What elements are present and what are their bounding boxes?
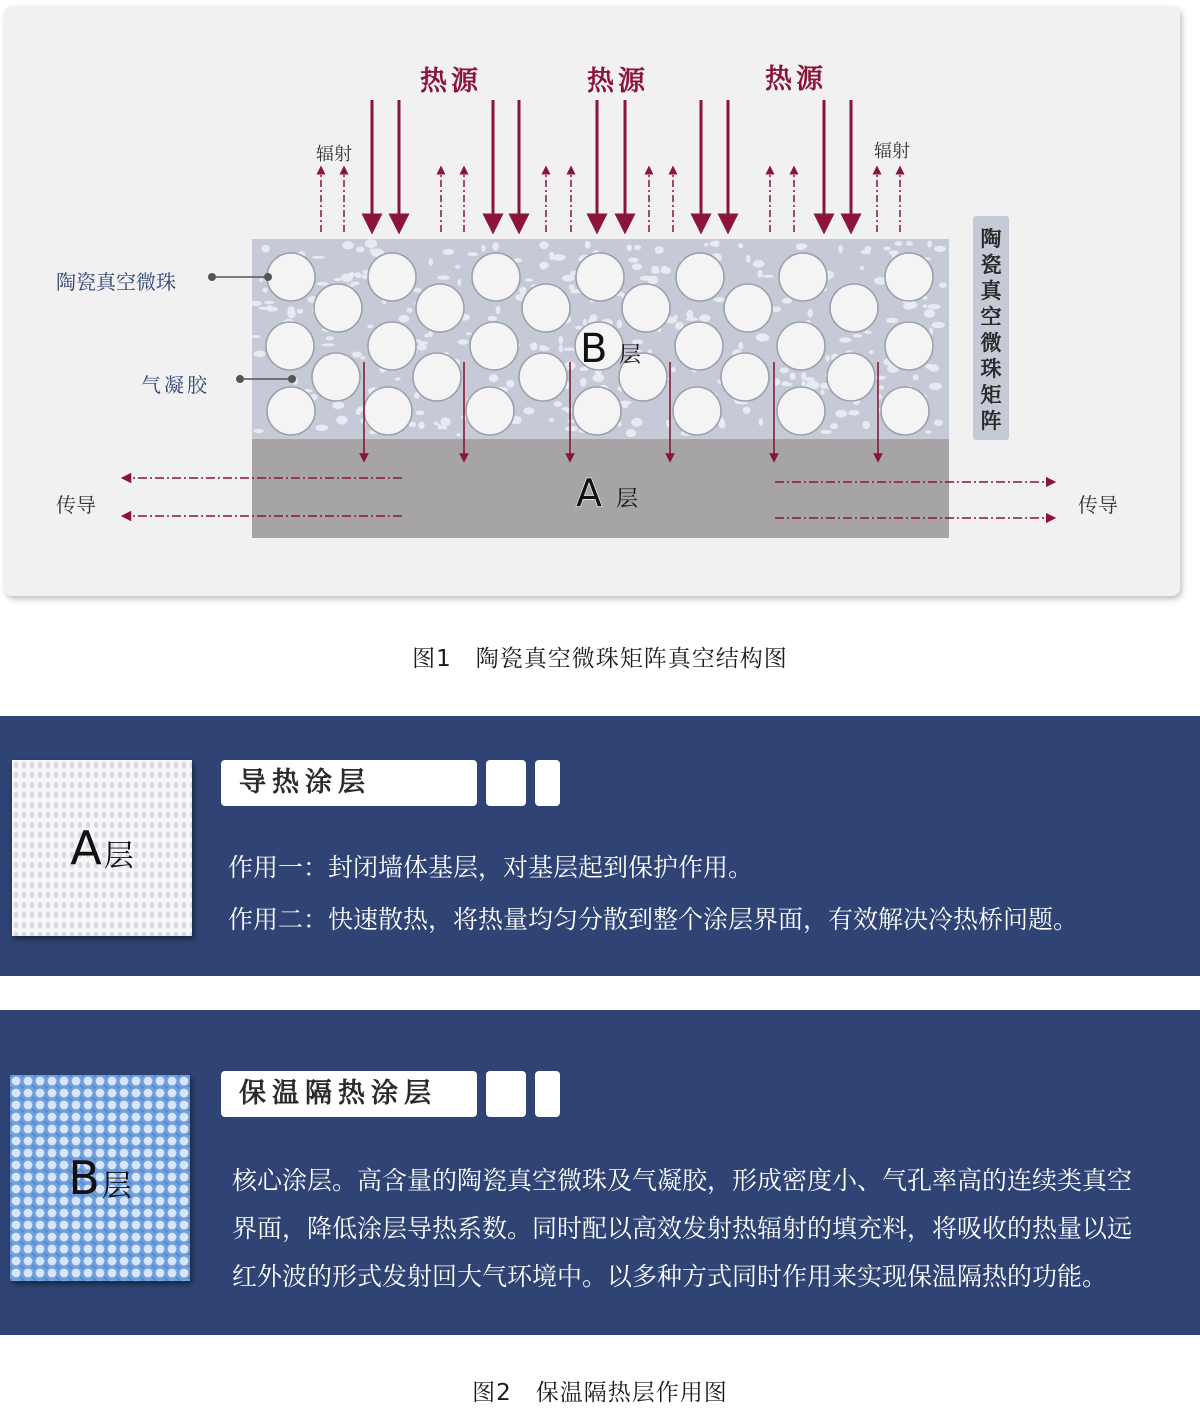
aerogel-speck	[267, 305, 272, 311]
layer-b-swatch-suffix: 层	[101, 1169, 132, 1204]
aerogel-speck	[826, 355, 830, 362]
aerogel-speck	[617, 320, 622, 328]
ceramic-bead	[676, 253, 724, 301]
ceramic-bead	[266, 322, 314, 370]
aerogel-speck	[883, 246, 890, 250]
aerogel-speck	[414, 288, 422, 293]
aerogel-speck	[519, 287, 526, 296]
aerogel-speck	[699, 314, 711, 322]
aerogel-speck	[433, 422, 439, 426]
aerogel-speck	[312, 256, 324, 259]
ceramic-bead	[576, 253, 624, 301]
aerogel-speck	[924, 309, 935, 317]
layer-b-title-square-1	[486, 1071, 526, 1117]
structure-diagram	[0, 0, 1200, 600]
aerogel-speck	[651, 266, 659, 271]
conduction-label-left: 传导	[56, 493, 96, 517]
aerogel-speck	[562, 275, 575, 282]
aerogel-speck	[466, 332, 472, 335]
aerogel-speck	[874, 376, 886, 380]
aerogel-speck	[559, 336, 564, 344]
aerogel-speck	[686, 317, 698, 321]
aerogel-speck	[709, 241, 718, 246]
aerogel-speck	[254, 429, 264, 433]
aerogel-speck	[934, 246, 946, 252]
layer-b-line-1: 核心涂层。高含量的陶瓷真空微珠及气凝胶，形成密度小、气孔率高的连续类真空	[232, 1166, 1133, 1195]
aerogel-speck	[686, 310, 693, 319]
aerogel-speck	[590, 314, 598, 321]
aerogel-speck	[540, 345, 546, 349]
aerogel-speck	[628, 258, 638, 263]
ceramic-bead	[777, 387, 825, 435]
aerogel-speck	[489, 374, 499, 382]
aerogel-speck	[326, 336, 334, 340]
aerogel-speck	[370, 249, 375, 252]
layer-b-title-square-2	[535, 1071, 560, 1117]
layer-a-swatch-letter: A	[70, 821, 102, 875]
ceramic-bead	[267, 253, 315, 301]
aerogel-speck	[424, 334, 429, 338]
ceramic-bead	[675, 322, 723, 370]
aerogel-speck	[780, 367, 789, 373]
ceramic-bead	[314, 284, 362, 332]
aerogel-speck	[416, 411, 425, 415]
aerogel-speck	[506, 380, 514, 388]
aerogel-speck	[934, 419, 943, 426]
ceramic-bead	[724, 284, 772, 332]
ceramic-bead	[312, 353, 360, 401]
aerogel-speck	[835, 410, 847, 418]
aerogel-speck	[437, 275, 449, 280]
aerogel-speck	[925, 430, 932, 433]
aerogel-speck	[626, 429, 636, 437]
aerogel-speck	[886, 318, 898, 324]
aerogel-speck	[796, 243, 808, 248]
aerogel-speck	[321, 343, 334, 346]
aerogel-speck	[585, 241, 591, 249]
aerogel-speck	[261, 245, 269, 253]
ceramic-bead	[885, 322, 933, 370]
ceramic-bead	[881, 387, 929, 435]
layer-b-swatch	[10, 1075, 190, 1281]
aerogel-speck	[879, 385, 884, 389]
aerogel-speck	[467, 252, 478, 256]
aerogel-speck	[254, 351, 266, 358]
layer-a-letter: A	[576, 471, 602, 515]
aerogel-pointer-dot-left	[236, 375, 244, 383]
layer-a-swatch-suffix: 层	[103, 839, 134, 874]
aerogel-speck	[820, 430, 832, 434]
aerogel-speck	[830, 423, 838, 429]
aerogel-speck	[367, 325, 373, 328]
aerogel-speck	[251, 301, 262, 306]
aerogel-speck	[763, 275, 774, 278]
aerogel-speck	[869, 350, 874, 354]
radiation-arrows	[321, 170, 900, 232]
ceramic-bead	[622, 284, 670, 332]
layer-a-line-1: 作用一：封闭墙体基层，对基层起到保护作用。	[228, 853, 754, 882]
aerogel-speck	[848, 410, 859, 416]
heat-source-arrows	[372, 100, 851, 224]
aerogel-speck	[316, 425, 329, 431]
ceramic-beads-label: 陶瓷真空微珠	[56, 270, 176, 294]
ceramic-bead	[470, 322, 518, 370]
aerogel-speck	[418, 422, 424, 429]
aerogel-speck	[673, 315, 678, 319]
aerogel-speck	[622, 402, 629, 409]
aerogel-speck	[853, 334, 863, 338]
ceramic-bead	[368, 253, 416, 301]
aerogel-speck	[580, 378, 587, 387]
aerogel-speck	[559, 345, 563, 353]
aerogel-speck	[455, 265, 460, 269]
aerogel-speck	[782, 298, 792, 304]
aerogel-speck	[565, 426, 578, 431]
aerogel-speck	[252, 335, 261, 338]
aerogel-speck	[360, 356, 365, 359]
aerogel-speck	[746, 255, 751, 263]
aerogel-speck	[821, 390, 825, 395]
aerogel-speck	[634, 245, 641, 250]
ceramic-bead	[827, 353, 875, 401]
aerogel-speck	[342, 241, 353, 249]
aerogel-speck	[906, 241, 913, 246]
aerogel-speck	[259, 279, 263, 282]
aerogel-speck	[439, 425, 447, 429]
layer-b-title: 保温隔热涂层	[221, 1071, 477, 1117]
aerogel-speck	[416, 344, 427, 350]
aerogel-speck	[334, 278, 341, 281]
ceramic-bead	[779, 253, 827, 301]
aerogel-speck	[457, 279, 461, 286]
matrix-label: 陶瓷真空微珠矩阵	[980, 227, 1002, 433]
layer-a-title-square-1	[486, 760, 526, 806]
aerogel-speck	[356, 247, 365, 253]
aerogel-speck	[759, 418, 763, 426]
aerogel-speck	[758, 270, 763, 278]
aerogel-speck	[671, 367, 676, 372]
aerogel-speck	[889, 250, 899, 255]
aerogel-speck	[923, 304, 927, 307]
aerogel-speck	[549, 252, 554, 261]
aerogel-speck	[632, 263, 642, 270]
ceramic-bead	[466, 387, 514, 435]
radiation-label-left: 辐射	[316, 144, 352, 165]
heat-source-label-2: 热源	[587, 66, 649, 97]
ceramic-bead	[267, 387, 315, 435]
aerogel-speck	[647, 276, 658, 285]
layer-a-title-square-2	[535, 760, 560, 806]
aerogel-speck	[365, 239, 377, 248]
aerogel-speck	[807, 309, 813, 318]
aerogel-speck	[931, 322, 945, 328]
conduction-label-right: 传导	[1078, 493, 1118, 517]
aerogel-speck	[457, 433, 461, 436]
ceramic-bead	[413, 353, 461, 401]
aerogel-speck	[395, 377, 401, 380]
ceramic-bead	[472, 253, 520, 301]
aerogel-speck	[352, 352, 361, 358]
aerogel-speck	[925, 364, 934, 369]
aerogel-speck	[332, 401, 344, 409]
ceramic-bead	[364, 387, 412, 435]
ceramic-bead	[368, 322, 416, 370]
heat-source-label-1: 热源	[420, 66, 482, 97]
layer-b-line-2: 界面，降低涂层导热系数。同时配以高效发射热辐射的填充料，将吸收的热量以远	[232, 1214, 1133, 1243]
aerogel-speck	[443, 249, 455, 255]
aerogel-speck	[554, 401, 563, 407]
aerogel-speck	[839, 337, 851, 343]
aerogel-speck	[481, 245, 486, 252]
aerogel-speck	[523, 407, 534, 414]
aerogel-speck	[631, 418, 642, 427]
aerogel-speck	[351, 282, 360, 286]
figure2-caption: 图2 保温隔热层作用图	[472, 1380, 728, 1406]
aerogel-speck	[862, 421, 870, 430]
aerogel-speck	[287, 306, 294, 315]
ceramic-bead	[573, 387, 621, 435]
aerogel-speck	[263, 288, 268, 293]
ceramic-bead	[721, 353, 769, 401]
aerogel-speck	[440, 417, 450, 426]
aerogel-speck	[738, 342, 743, 350]
ceramic-bead	[885, 253, 933, 301]
aerogel-speck	[297, 309, 303, 314]
aerogel-speck	[540, 264, 547, 270]
aerogel-speck	[336, 416, 347, 425]
aerogel-speck	[714, 297, 726, 302]
layer-a-swatch-label	[12, 760, 192, 936]
aerogel-speck	[927, 241, 932, 248]
heat-source-label-3: 热源	[765, 64, 827, 95]
aerogel-speck	[860, 266, 865, 270]
aerogel-speck	[719, 421, 726, 429]
aerogel-speck	[356, 408, 361, 415]
aerogel-speck	[790, 372, 796, 379]
layer-b-swatch-letter: B	[68, 1151, 100, 1205]
aerogel-speck	[753, 260, 765, 268]
aerogel-speck	[492, 242, 499, 250]
aerogel-speck	[627, 244, 633, 251]
aerogel-speck	[743, 407, 751, 414]
aerogel-speck	[458, 339, 469, 344]
layer-b-swatch-label	[10, 1075, 190, 1281]
aerogel-pointer-dot-right	[288, 375, 296, 383]
aerogel-speck	[569, 284, 575, 290]
ceramic-bead	[416, 284, 464, 332]
aerogel-speck	[429, 258, 434, 266]
ceramic-beads-pointer-dot-left	[208, 273, 216, 281]
aerogel-speck	[399, 315, 410, 322]
figure1-caption: 图1 陶瓷真空微珠矩阵真空结构图	[412, 646, 788, 672]
aerogel-speck	[864, 331, 872, 335]
aerogel-speck	[349, 272, 354, 278]
aerogel-speck	[355, 272, 362, 278]
aerogel-speck	[525, 278, 533, 281]
aerogel-speck	[488, 316, 498, 321]
ceramic-bead	[519, 353, 567, 401]
aerogel-speck	[865, 246, 872, 252]
aerogel-speck	[929, 383, 942, 390]
aerogel-speck	[782, 381, 789, 384]
aerogel-speck	[539, 241, 549, 249]
ceramic-bead	[522, 284, 570, 332]
aerogel-speck	[549, 418, 555, 422]
aerogel-speck	[655, 246, 664, 254]
aerogel-speck	[756, 333, 770, 341]
aerogel-speck	[530, 342, 538, 350]
aerogel-speck	[661, 266, 668, 272]
layer-b-letter: B	[580, 326, 608, 372]
aerogel-speck	[738, 243, 743, 248]
aerogel-speck	[704, 243, 708, 247]
layer-a-panel	[0, 716, 1200, 976]
aerogel-speck	[838, 245, 842, 254]
aerogel-speck	[561, 407, 569, 411]
aerogel-speck	[913, 375, 919, 381]
layer-a-line-2: 作用二：快速散热，将热量均匀分散到整个涂层界面，有效解决冷热桥问题。	[228, 905, 1079, 934]
aerogel-speck	[903, 303, 914, 309]
radiation-label-right: 辐射	[874, 141, 910, 162]
layer-b-panel	[0, 1010, 1200, 1335]
aerogel-speck	[939, 282, 947, 288]
ceramic-bead	[777, 322, 825, 370]
aerogel-speck	[927, 304, 940, 309]
aerogel-speck	[264, 301, 274, 304]
ceramic-beads-pointer-dot-right	[264, 273, 272, 281]
layer-b-suffix: 层	[619, 343, 642, 368]
aerogel-speck	[407, 308, 413, 313]
aerogel-speck	[317, 282, 329, 286]
ceramic-bead	[673, 387, 721, 435]
layer-b-line-3: 红外波的形式发射回大气环境中。以多种方式同时作用来实现保温隔热的功能。	[232, 1262, 1108, 1291]
ceramic-bead	[830, 284, 878, 332]
layer-a-title: 导热涂层	[221, 760, 477, 806]
layer-a-suffix: 层	[616, 487, 639, 512]
aerogel-speck	[804, 377, 815, 381]
aerogel-label: 气凝胶	[141, 373, 210, 397]
aerogel-speck	[895, 241, 903, 246]
aerogel-speck	[496, 306, 501, 315]
layer-a-swatch	[12, 760, 192, 936]
